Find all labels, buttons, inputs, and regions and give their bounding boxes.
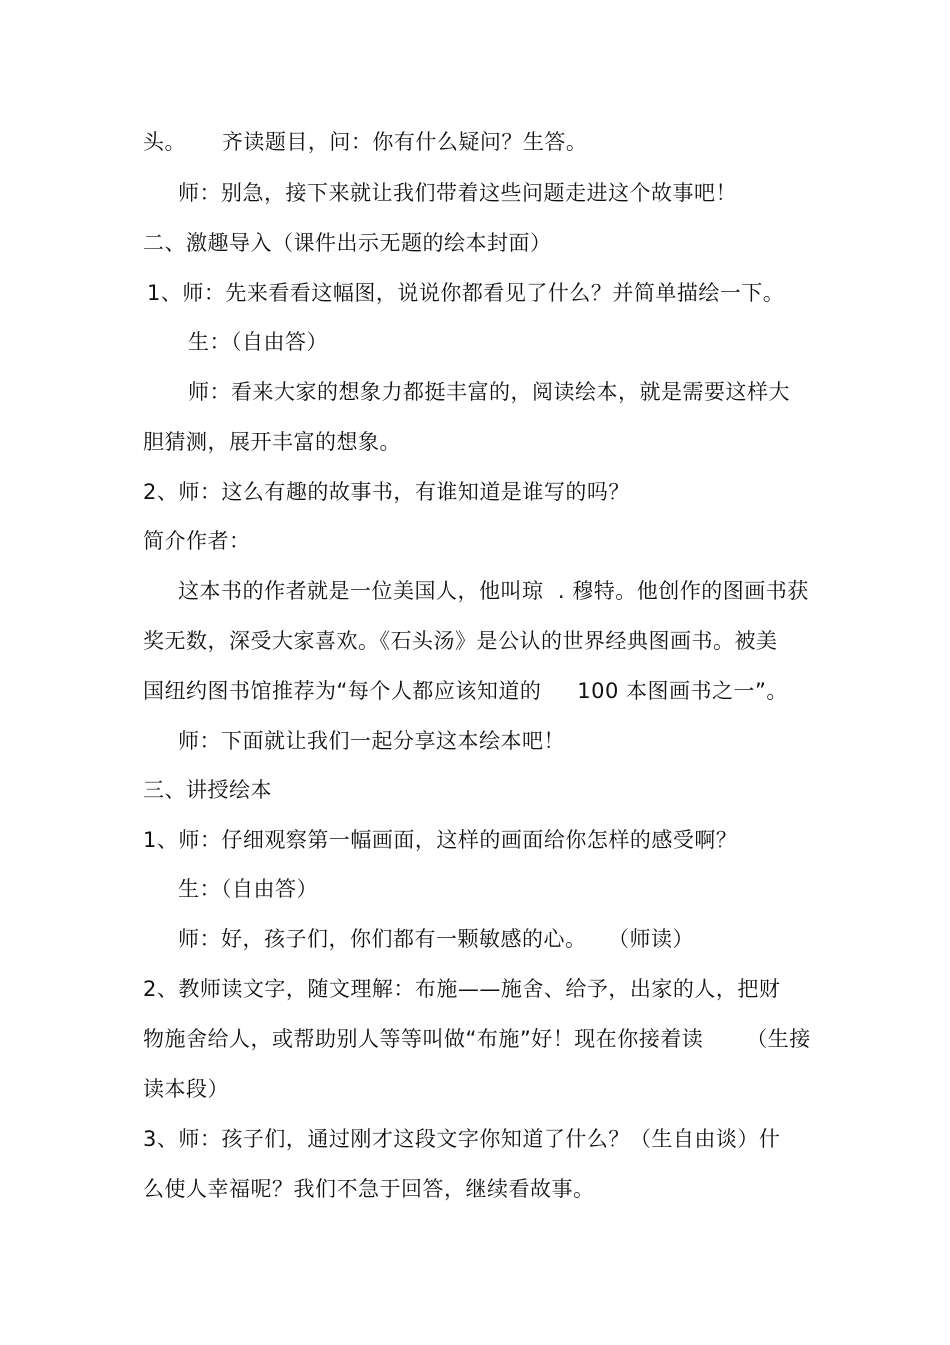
text-line: 师：看来大家的想象力都挺丰富的，阅读绘本，就是需要这样大 bbox=[188, 380, 790, 404]
text-line: 头。 齐读题目，问：你有什么疑问？生答。 bbox=[143, 130, 588, 154]
text-line: 物施舍给人，或帮助别人等等叫做“布施”好！现在你接着读 （生接 bbox=[143, 1027, 811, 1051]
text-line: 么使人幸福呢？我们不急于回答，继续看故事。 bbox=[143, 1177, 595, 1201]
text-line: 3、师：孩子们，通过刚才这段文字你知道了什么？（生自由谈）什 bbox=[143, 1127, 781, 1151]
text-line: 师：好，孩子们，你们都有一颗敏感的心。 （师读） bbox=[178, 927, 695, 951]
text-line: 1、师：仔细观察第一幅画面，这样的画面给你怎样的感受啊？ bbox=[143, 828, 738, 852]
text-line: 这本书的作者就是一位美国人，他叫琼 . 穆特。他创作的图画书获 bbox=[178, 579, 809, 603]
text-line: 1、师：先来看看这幅图，说说你都看见了什么？并简单描绘一下。 bbox=[147, 281, 785, 305]
text-line: 2、师：这么有趣的故事书，有谁知道是谁写的吗？ bbox=[143, 480, 630, 504]
text-line: 奖无数，深受大家喜欢。《石头汤》是公认的世界经典图画书。被美 bbox=[143, 629, 778, 653]
text-line: 胆猜测，展开丰富的想象。 bbox=[143, 430, 401, 454]
text-line: 2、教师读文字，随文理解：布施——施舍、给予，出家的人，把财 bbox=[143, 977, 781, 1001]
section-heading: 二、激趣导入（课件出示无题的绘本封面） bbox=[143, 231, 552, 255]
text-line: 师：别急，接下来就让我们带着这些问题走进这个故事吧！ bbox=[178, 181, 737, 205]
section-heading: 三、讲授绘本 bbox=[143, 778, 272, 802]
text-line: 简介作者： bbox=[143, 529, 251, 553]
text-line: 读本段） bbox=[143, 1077, 229, 1101]
text-line: 生：（自由答） bbox=[178, 877, 318, 901]
text-line: 国纽约图书馆推荐为“每个人都应该知道的 100 本图画书之一”。 bbox=[143, 679, 788, 703]
text-line: 师：下面就让我们一起分享这本绘本吧！ bbox=[178, 729, 565, 753]
text-line: 生：（自由答） bbox=[188, 330, 328, 354]
